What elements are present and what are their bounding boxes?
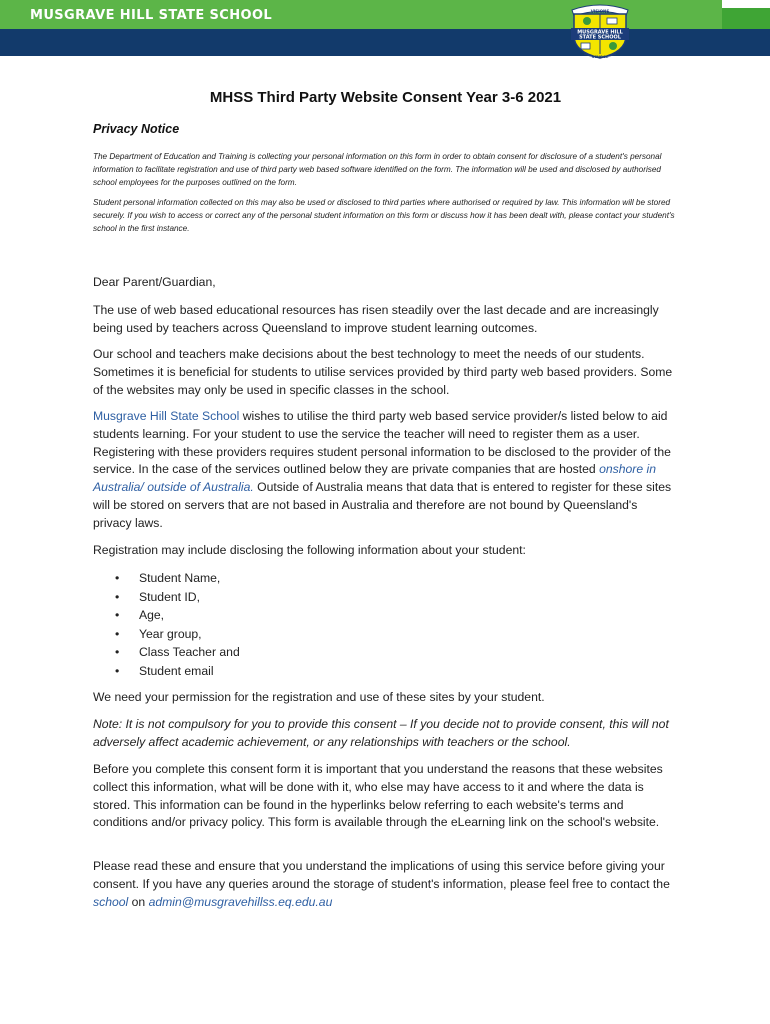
school-name: MUSGRAVE HILL STATE SCHOOL [30,8,273,23]
contact-text-b: on [128,894,149,909]
list-item: • Student ID, [115,588,240,607]
providers-text-b: Outside of Australia means that data that is entered to register for these sites will be stored on servers that are not based in Australia and therefore are not bound by Queensland's privacy laws. [93,480,672,530]
paragraph-contact [93,858,678,911]
list-item: • Age, [115,606,240,625]
school-crest-logo [562,2,638,60]
crest-motto: SCHOOL [591,55,609,59]
document-title: MHSS Third Party Website Consent Year 3-6 2021 [209,89,562,106]
school-contact-link[interactable]: school [93,894,129,909]
header-banner [0,0,770,56]
paragraph-registration: Registration may include disclosing the following information about your student: [93,543,526,557]
privacy-paragraph-1: The Department of Education and Training is collecting your personal information on this form in order to obtain consent for disclosure of a student's personal information to facilitate registration and use of third party web based software identified on the form. The information will be used and disclosed by authorised school employees for the purposes outlined on the form. [93,152,662,187]
student-info-list [115,569,240,681]
greeting: Dear Parent/Guardian, [93,275,216,289]
crest-banner-text: VISIONS [590,9,610,14]
paragraph-permission: We need your permission for the registration and use of these sites by your student. [93,690,545,704]
list-item: • Student Name, [115,569,240,588]
list-item: • Student email [115,662,240,681]
crest-name-line2: STATE SCHOOL [579,34,621,41]
paragraph-technology: Our school and teachers make decisions about the best technology to meet the needs of our students. Sometimes it is beneficial for students to utilise services provided by third party web based providers. Some of the websites may only be used in specific classes in the school. [93,347,673,397]
paragraph-note: Note: It is not compulsory for you to provide this consent – If you decide not to provide consent, this will not adversely affect academic achievement, or any relationships with teachers or the school. [93,717,669,749]
email-link[interactable]: admin@musgravehillss.eq.edu.au [148,894,333,909]
list-item: • Year group, [115,625,240,644]
school-name-link[interactable]: Musgrave Hill State School [93,409,240,423]
paragraph-providers [93,408,678,533]
hosting-location-link[interactable]: onshore in Australia/ outside of Australia. [93,462,656,495]
list-item: • Class Teacher and [115,643,240,662]
contact-text-a: Please read these and ensure that you understand the implications of using this service before giving your consent. If you have any queries around the storage of student's information, please feel free to contact the [93,859,670,891]
crest-name-line1: MUSGRAVE HILL [577,29,623,36]
providers-text-a: wishes to utilise the third party web based service provider/s listed below to aid students learning. For your student to use the service the teacher will need to register them as a user. Registering with these providers requires student personal information to be disclosed to the provider of the service. In the case of the services outlined below they are private companies that are hosted [93,409,671,477]
paragraph-resources: The use of web based educational resources has risen steadily over the last decade and are increasingly being used by teachers across Queensland to improve student learning outcomes. [93,303,659,335]
paragraph-before-consent: Before you complete this consent form it is important that you understand the reasons that these websites collect this information, what will be done with it, who else may have access to it and where the data is stored. This information can be found in the hyperlinks below referring to each website's terms and conditions and/or privacy policy. This form is available through the eLearning link on the school's website. [93,762,663,830]
privacy-paragraph-2: Student personal information collected on this may also be used or disclosed to third parties where authorised or required by law. This information will be stored securely. If you wish to access or correct any of the personal student information on this form or discuss how it has been dealt with, please contact your student's school in the first instance. [93,198,675,233]
header-navy-band [0,29,770,56]
privacy-notice-heading: Privacy Notice [93,122,180,136]
